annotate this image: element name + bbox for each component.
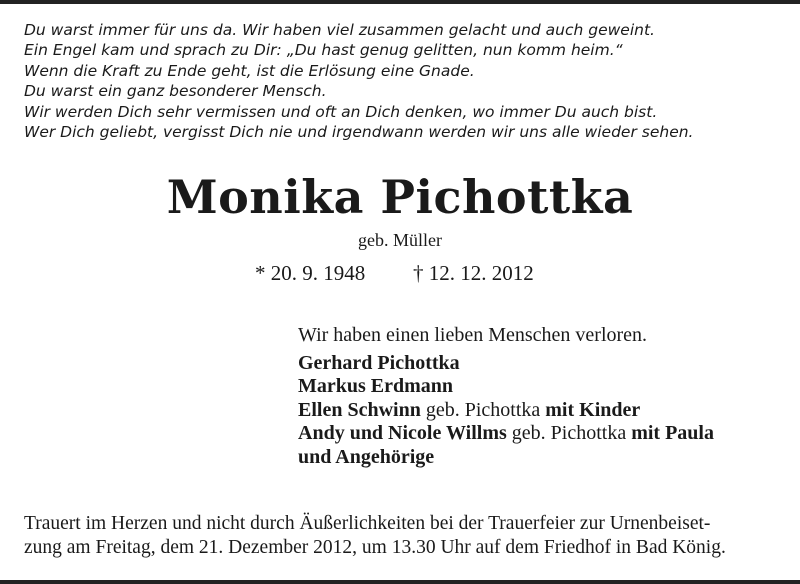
mourner-with: mit Paula [631,422,714,444]
mourner-name: und Angehörige [298,445,435,468]
poem-line: Du warst immer für uns da. Wir haben viel zusammen gelacht und auch geweint. [24,21,655,39]
mourner-name: Markus Erdmann [298,375,454,397]
mourner-name: Gerhard Pichottka [298,351,460,374]
mourner-row [298,375,778,399]
mourner-born-name: geb. Pichottka [506,422,632,444]
poem-line: Wir werden Dich sehr vermissen und oft an Dich denken, wo immer Du auch bist. [24,102,658,121]
bottom-rule [0,580,800,584]
poem [24,20,784,142]
mourners-block [298,324,778,469]
born-name: geb. Müller [358,230,442,250]
poem-line: Wer Dich geliebt, vergisst Dich nie und irgendwann werden wir uns alle wieder sehen. [24,123,694,142]
mourner-row [298,352,778,376]
poem-line: Ein Engel kam und sprach zu Dir: „Du hast genug gelitten, nun komm heim.“ [24,41,623,60]
poem-line: Du warst ein ganz besonderer Mensch. [24,82,327,101]
mourner-row [298,446,778,470]
mourner-with: mit Kinder [545,398,641,421]
funeral-info-line: zung am Freitag, dem 21. Dezember 2012, um 13.30 Uhr auf dem Friedhof in Bad König. [24,537,726,558]
funeral-info-line: Trauert im Herzen und nicht durch Äußerlichkeiten bei der Trauerfeier zur Urnenbeiset- [24,513,711,534]
death-date: † 12. 12. 2012 [413,261,534,285]
mourner-row [298,422,778,446]
top-rule [0,0,800,4]
birth-date: * 20. 9. 1948 [255,261,366,285]
funeral-info [24,512,784,560]
mourner-row [298,399,778,423]
deceased-name: Monika Pichottka [166,170,634,224]
mourner-name: Ellen Schwinn [298,398,421,421]
mourners-intro: Wir haben einen lieben Menschen verloren. [298,324,648,346]
mourner-born-name: geb. Pichottka [420,398,546,421]
mourner-name: Andy und Nicole Willms [298,422,507,444]
poem-line: Wenn die Kraft zu Ende geht, ist die Erlösung eine Gnade. [24,61,475,80]
